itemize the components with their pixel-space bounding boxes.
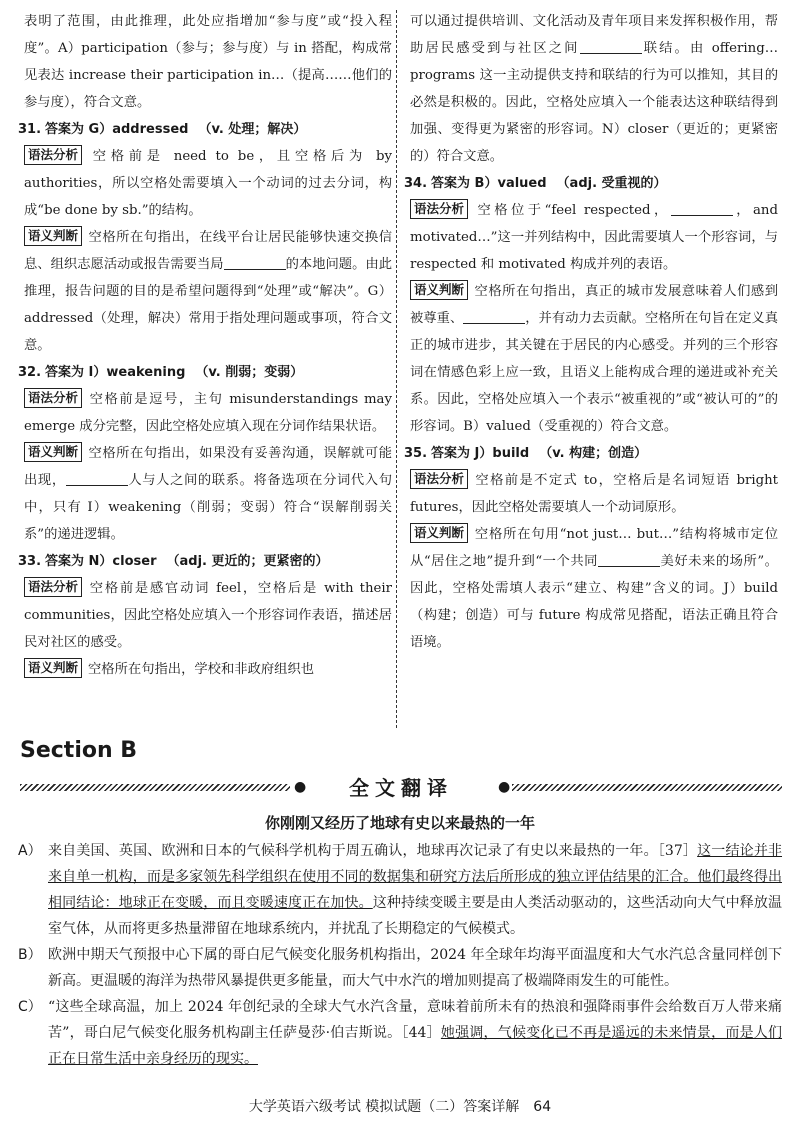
banner-title: 全文翻译 — [349, 776, 453, 800]
paragraph-text: “这些全球高温，加上 2024 年创纪录的全球大气水汽含量，意味着前所未有的热浪和强降雨事件会给数百万人带来痛苦”，哥白尼气候变化服务机构副主任萨曼莎·伯吉斯说。［44］ — [48, 999, 782, 1041]
answer-blank — [671, 202, 733, 216]
q34-answer-text: 答案为 B）valued — [431, 176, 547, 191]
banner-hatch-right — [512, 784, 782, 791]
q35-number: 35. — [404, 446, 428, 461]
right-column — [404, 8, 779, 656]
q34-grammar — [410, 197, 778, 278]
q31-answer-text: 答案为 G）addressed — [45, 122, 189, 137]
q32-gloss: （v. 削弱；变弱） — [195, 365, 304, 380]
q31-grammar-text: 空格前是 need to be，且空格后为 by authorities，所以空格处需要填入一个动词的过去分词，构成“be done by sb.”的结构。 — [24, 149, 392, 218]
paragraph-text: 欧洲中期天气预报中心下属的哥白尼气候变化服务机构指出，2024 年全球年均海平面温度和大气水汽总含量同样创下新高。更温暖的海洋为热带风暴提供更多能量，而大气中水汽的增加则提高了极端降雨发生的可能性。 — [48, 947, 782, 989]
q31-grammar — [24, 143, 392, 224]
q33-semantic-text: 空格所在句指出，学校和非政府组织也 — [88, 662, 315, 677]
q32-grammar-text: 空格前是逗号，主句 misunderstandings may emerge 成分完整，因此空格处应填入现在分词作结果状语。 — [24, 392, 392, 434]
q33-gloss: （adj. 更近的；更紧密的） — [166, 554, 329, 569]
q34-semantic-text-b: ，并有动力去贡献。空格所在句旨在定义真正的城市进步，其关键在于居民的内心感受。并列的三个形容词在情感色彩上应一致，且语义上能构成合理的递进或补充关系。因此，空格处应填入一个表示“被重视的”或“被认可的”的形容词。B）valued（受重视的）符合文意。 — [410, 311, 779, 434]
q35-answer — [404, 440, 778, 467]
banner-hatch-left — [20, 784, 290, 791]
q32-semantic-text-a: 空格所在句指出，如果没有妥善沟通，误解就可能出现， — [24, 446, 392, 488]
grammar-analysis-tag: 语法分析 — [410, 469, 468, 489]
translation-banner — [20, 774, 782, 800]
q33-semantic — [24, 656, 392, 683]
q32-answer — [18, 359, 392, 386]
grammar-analysis-tag: 语法分析 — [410, 199, 468, 219]
q31-answer — [18, 116, 392, 143]
q35-grammar-text: 空格前是不定式 to，空格后是名词短语 bright futures，因此空格处需要填人一个动词原形。 — [410, 473, 778, 515]
paragraph-label: C） — [18, 999, 42, 1015]
q31-gloss: （v. 处理；解决） — [198, 122, 307, 137]
q35-answer-text: 答案为 J）build — [431, 446, 530, 461]
semantic-judgment-tag: 语义判断 — [410, 280, 468, 300]
q33-cont-text-a: 可以通过提供培训、文化活动及青年项目来发挥积极作用，帮助居民感受到与社区之间 — [410, 14, 778, 56]
q32-number: 32. — [18, 365, 42, 380]
section-heading: Section B — [20, 738, 138, 763]
q35-semantic-text-b: 美好未来的场所”。因此，空格处需填人表示“建立、构建”含义的词。J）build（构建；创造）可与 future 构成常见搭配，语法正确且符合语境。 — [410, 554, 778, 650]
q33-grammar — [24, 575, 392, 656]
q35-grammar — [410, 467, 778, 521]
q33-continuation — [410, 8, 778, 170]
grammar-analysis-tag: 语法分析 — [24, 577, 82, 597]
semantic-judgment-tag: 语义判断 — [24, 658, 82, 678]
page-footer: 大学英语六级考试 模拟试题（二）答案详解 64 — [248, 1099, 552, 1115]
answer-blank — [66, 472, 128, 486]
q31-semantic-text-a: 空格所在句指出，在线平台让居民能够快速交换信息、组织志愿活动或报告需要当局 — [24, 230, 392, 272]
q35-semantic — [410, 521, 778, 656]
q33-cont-text-b: 联结。由 offering… programs 这一主动提供支持和联结的行为可以推知，其目的必然是积极的。因此，空格处应填入一个能表达这种联结得到加强、变得更为紧密的形容词。N）closer（更近的；更紧密的）符合文意。 — [410, 41, 779, 164]
semantic-judgment-tag: 语义判断 — [24, 226, 82, 246]
q33-answer-text: 答案为 N）closer — [45, 554, 157, 569]
underlined-text: 她强调，气候变化已不再是遥远的未来情景，而是人们正在日常生活中亲身经历的现实。 — [48, 1025, 783, 1067]
q30-continuation: 表明了范围，由此推理，此处应指增加“参与度”或“投入程度”。A）participation（参与；参与度）与 in 搭配，构成常见表达 increase their participation in…（提高……他们的参与度），符合文意。 — [24, 14, 392, 110]
q34-number: 34. — [404, 176, 428, 191]
q33-answer — [18, 548, 392, 575]
bullet-icon: ● — [294, 779, 307, 795]
grammar-analysis-tag: 语法分析 — [24, 145, 82, 165]
article-title: 你刚刚又经历了地球有史以来最热的一年 — [264, 814, 535, 832]
bullet-icon: ● — [498, 779, 511, 795]
q34-semantic-text-a: 空格所在句指出，真正的城市发展意味着人们感到被尊重、 — [410, 284, 778, 326]
q31-semantic-text-b: 的本地问题。由此推理，报告问题的目的是希望问题得到“处理”或“解决”。G）addressed（处理，解决）常用于指处理问题或事项，符合文意。 — [24, 257, 393, 353]
q34-semantic — [410, 278, 778, 440]
paragraph-label: A） — [18, 843, 42, 859]
q32-semantic — [24, 440, 392, 548]
paragraph-label: B） — [18, 947, 42, 963]
q35-semantic-text-a: 空格所在句用“not just… but…”结构将城市定位从“居住之地”提升到“一个共同 — [410, 527, 778, 569]
article-paragraph-c — [18, 994, 783, 1072]
q34-answer — [404, 170, 778, 197]
column-divider — [396, 10, 397, 728]
answer-blank — [463, 310, 525, 324]
article-paragraph-b — [18, 942, 782, 994]
q32-grammar — [24, 386, 392, 440]
semantic-judgment-tag: 语义判断 — [410, 523, 468, 543]
q31-number: 31. — [18, 122, 42, 137]
q35-gloss: （v. 构建；创造） — [539, 446, 648, 461]
q34-grammar-text-b: ，and motivated…”这一并列结构中，因此需要填人一个形容词，与 respected 和 motivated 构成并列的表语。 — [410, 203, 778, 272]
answer-blank — [598, 553, 660, 567]
q34-gloss: （adj. 受重视的） — [556, 176, 667, 191]
q32-semantic-text-b: 人与人之间的联系。将备选项在分词代入句中，只有 I）weakening（削弱；变弱）符合“误解削弱关系”的递进逻辑。 — [24, 473, 393, 542]
answer-blank — [580, 40, 642, 54]
article-paragraph-a — [18, 838, 783, 942]
semantic-judgment-tag: 语义判断 — [24, 442, 82, 462]
left-column — [18, 8, 393, 683]
q33-grammar-text: 空格前是感官动词 feel，空格后是 with their communities，因此空格处应填入一个形容词作表语，描述居民对社区的感受。 — [24, 581, 392, 650]
answer-blank — [224, 256, 286, 270]
paragraph-text: 来自美国、英国、欧洲和日本的气候科学机构于周五确认，地球再次记录了有史以来最热的一年。［37］ — [48, 843, 698, 859]
grammar-analysis-tag: 语法分析 — [24, 388, 82, 408]
underlined-text: 这一结论并非来自单一机构，而是多家领先科学组织在使用不同的数据集和研究方法后所形成的独立评估结果的汇合。他们最终得出相同结论：地球正在变暖，而且变暖速度正在加快。 — [48, 843, 783, 911]
article-body — [18, 838, 783, 1072]
q32-answer-text: 答案为 I）weakening — [45, 365, 186, 380]
q34-grammar-text-a: 空格位于“feel respected， — [474, 203, 671, 218]
q31-semantic — [24, 224, 392, 359]
q33-number: 33. — [18, 554, 42, 569]
paragraph-text: 这种持续变暖主要是由人类活动驱动的，这些活动向大气中释放温室气体，从而将更多热量滞留在地球系统内，并扰乱了长期稳定的气候模式。 — [48, 895, 783, 937]
